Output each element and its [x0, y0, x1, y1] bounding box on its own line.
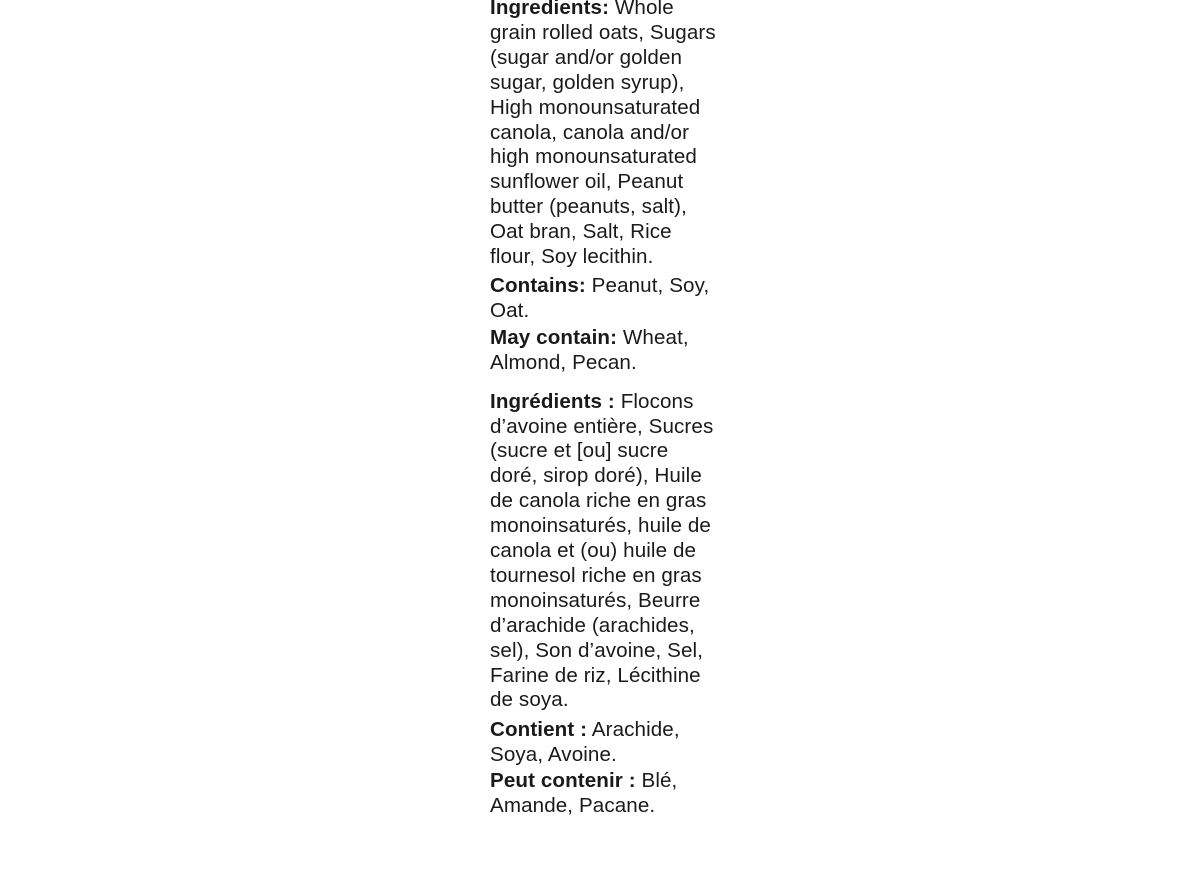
french-may-contain	[490, 769, 716, 819]
french-may-contain-text: Blé, Amande, Pacane.	[490, 769, 678, 818]
french-may-contain-heading: Peut contenir :	[490, 769, 636, 793]
english-contains-heading: Contains:	[490, 274, 586, 298]
english-ingredients-text: Whole grain rolled oats, Sugars (sugar and/or golden sugar, golden syrup), High monounsaturated canola, canola and/or high monounsaturated sunflower oil, Peanut butter (peanuts, salt), Oat bran, Salt, Rice flour, Soy lecithin.	[490, 0, 716, 269]
english-ingredients	[490, 0, 716, 270]
french-contains-heading: Contient :	[490, 717, 588, 741]
french-ingredients	[490, 390, 716, 714]
english-may-contain	[490, 326, 716, 376]
ingredients-label-panel	[490, 0, 716, 819]
french-contains	[490, 718, 716, 768]
english-contains-text: Peanut, Soy, Oat.	[490, 274, 710, 323]
french-ingredients-text: Flocons d’avoine entière, Sucres (sucre et [ou] sucre doré, sirop doré), Huile de canola riche en gras monoinsaturés, huile de canola et (ou) huile de tournesol riche en gras monoinsaturés, Beurre d’arachide (arachides, sel), Son d’avoine, Sel, Farine de riz, Lécithine de soya.	[490, 389, 714, 712]
english-may-contain-text: Wheat, Almond, Pecan.	[490, 325, 689, 374]
english-ingredients-heading: Ingredients:	[490, 0, 610, 19]
french-contains-text: Arachide, Soya, Avoine.	[490, 717, 680, 766]
english-contains	[490, 274, 716, 324]
french-ingredients-heading: Ingrédients :	[490, 389, 615, 413]
english-may-contain-heading: May contain:	[490, 325, 618, 349]
